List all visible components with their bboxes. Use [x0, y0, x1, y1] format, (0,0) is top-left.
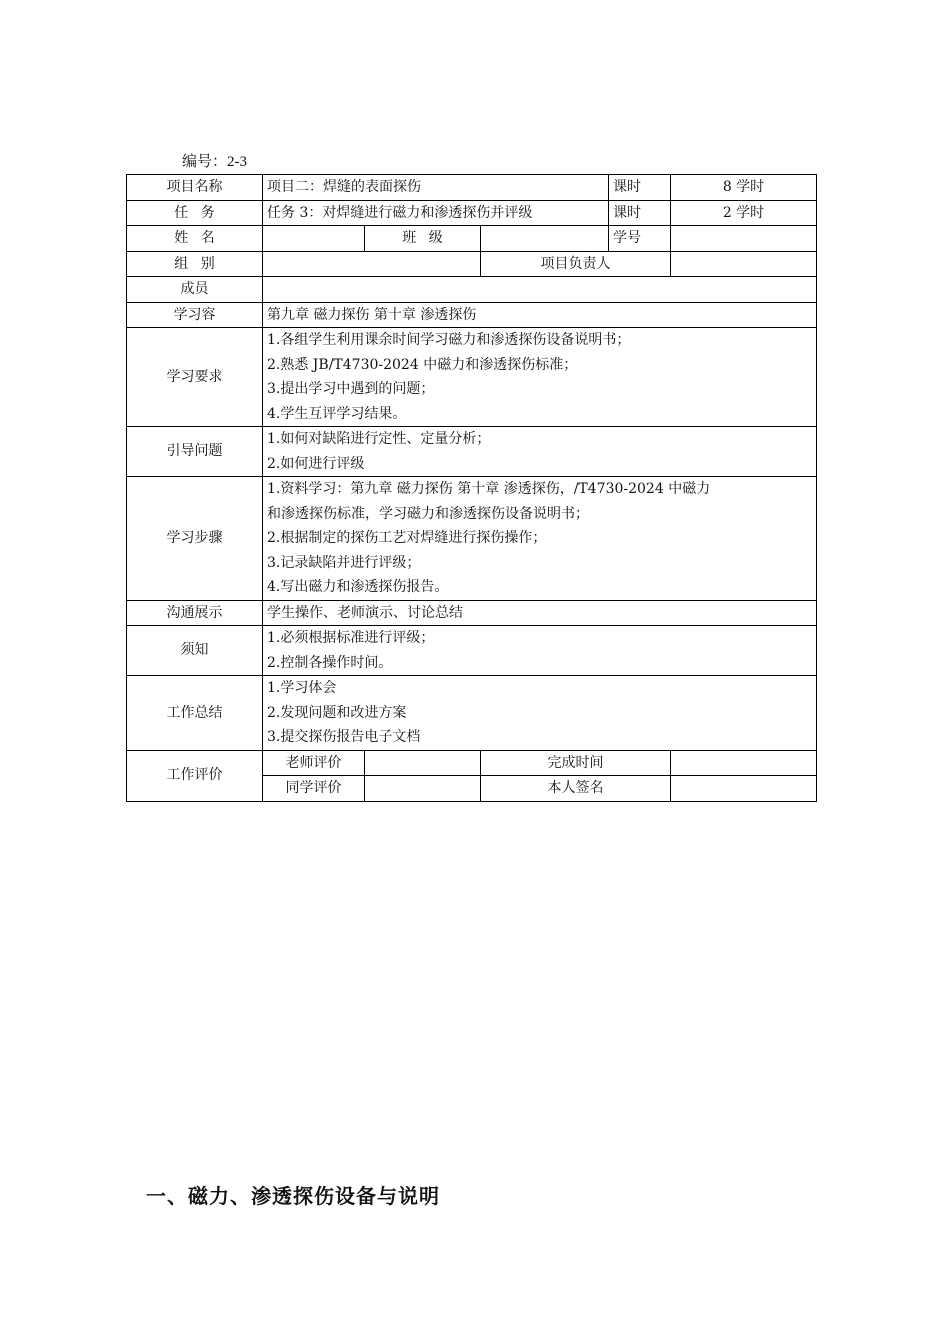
table-row — [127, 477, 817, 601]
notice-label: 须知 — [127, 626, 263, 676]
table-row — [127, 427, 817, 477]
peer-evaluation-field[interactable] — [365, 776, 481, 802]
table-row — [127, 200, 817, 226]
student-id-label: 学号 — [609, 226, 671, 252]
signature-field[interactable] — [671, 776, 817, 802]
task-value: 任务 3：对焊缝进行磁力和渗透探伤并评级 — [263, 200, 609, 226]
completion-time-label: 完成时间 — [481, 750, 671, 776]
members-field[interactable] — [263, 277, 817, 303]
communication-value: 学生操作、老师演示、讨论总结 — [263, 600, 817, 626]
list-item: 2.根据制定的探伤工艺对焊缝进行探伤操作； — [267, 530, 547, 546]
student-name-field[interactable] — [263, 226, 365, 252]
table-row — [127, 251, 817, 277]
table-row — [127, 676, 817, 751]
group-label-cell — [127, 251, 263, 277]
completion-time-field[interactable] — [671, 750, 817, 776]
project-name-label: 项目名称 — [127, 175, 263, 201]
table-row — [127, 328, 817, 427]
work-summary-list — [263, 676, 817, 751]
table-row — [127, 175, 817, 201]
list-item: 4.写出磁力和渗透探伤报告。 — [267, 579, 449, 595]
group-label: 组别 — [174, 255, 228, 272]
task-label: 任务 — [174, 204, 228, 221]
teacher-evaluation-field[interactable] — [365, 750, 481, 776]
list-item: 2.控制各操作时间。 — [267, 654, 393, 671]
task-form-table — [126, 174, 817, 802]
project-hours-label: 课时 — [609, 175, 671, 201]
signature-label: 本人签名 — [481, 776, 671, 802]
project-name-value: 项目二：焊缝的表面探伤 — [263, 175, 609, 201]
list-item: 和渗透探伤标准，学习磁力和渗透探伤设备说明书； — [267, 505, 589, 522]
document-number — [182, 150, 247, 173]
guide-questions-list — [263, 427, 817, 477]
list-item: 3.记录缺陷并进行评级； — [267, 554, 421, 571]
class-label: 班级 — [402, 230, 456, 246]
steps-label: 学习步骤 — [127, 477, 263, 601]
task-label-cell — [127, 200, 263, 226]
list-item: 1.资料学习：第九章 磁力探伤 第十章 渗透探伤，/T4730-2024 中磁力 — [267, 481, 711, 497]
table-row — [127, 226, 817, 252]
project-hours-value: 8 学时 — [671, 175, 817, 201]
requirements-label: 学习要求 — [127, 328, 263, 427]
list-item: 3.提出学习中遇到的问题； — [267, 381, 435, 397]
list-item: 4.学生互评学习结果。 — [267, 405, 407, 422]
class-field[interactable] — [481, 226, 609, 252]
notice-list — [263, 626, 817, 676]
student-name-label: 姓名 — [174, 230, 228, 246]
work-summary-label: 工作总结 — [127, 676, 263, 751]
study-content-label: 学习容 — [127, 302, 263, 328]
requirements-list — [263, 328, 817, 427]
group-field[interactable] — [263, 251, 481, 277]
document-number-value: 2-3 — [227, 154, 248, 170]
table-row — [127, 277, 817, 303]
list-item: 2.熟悉 JB/T4730-2024 中磁力和渗透探伤标准； — [267, 356, 578, 373]
guide-questions-label: 引导问题 — [127, 427, 263, 477]
table-row — [127, 750, 817, 776]
project-leader-field[interactable] — [671, 251, 817, 277]
list-item: 1.学习体会 — [267, 680, 337, 696]
table-row — [127, 600, 817, 626]
list-item: 1.各组学生利用课余时间学习磁力和渗透探伤设备说明书； — [267, 332, 631, 348]
class-label-cell — [365, 226, 481, 252]
communication-label: 沟通展示 — [127, 600, 263, 626]
steps-list — [263, 477, 817, 601]
document-number-label: 编号： — [182, 152, 228, 170]
section-heading: 一、磁力、渗透探伤设备与说明 — [146, 1184, 440, 1208]
work-evaluation-label: 工作评价 — [127, 750, 263, 801]
project-leader-label: 项目负责人 — [481, 251, 671, 277]
teacher-evaluation-label: 老师评价 — [263, 750, 365, 776]
members-label: 成员 — [127, 277, 263, 303]
list-item: 1.如何对缺陷进行定性、定量分析； — [267, 431, 491, 447]
table-row — [127, 626, 817, 676]
table-row — [127, 302, 817, 328]
list-item: 3.提交探伤报告电子文档 — [267, 729, 421, 745]
list-item: 1.必须根据标准进行评级； — [267, 630, 435, 646]
peer-evaluation-label: 同学评价 — [263, 776, 365, 802]
study-content-value: 第九章 磁力探伤 第十章 渗透探伤 — [263, 302, 817, 328]
student-name-label-cell — [127, 226, 263, 252]
task-hours-value: 2 学时 — [671, 200, 817, 226]
list-item: 2.发现问题和改进方案 — [267, 704, 407, 721]
list-item: 2.如何进行评级 — [267, 455, 365, 472]
task-hours-label: 课时 — [609, 200, 671, 226]
student-id-field[interactable] — [671, 226, 817, 252]
